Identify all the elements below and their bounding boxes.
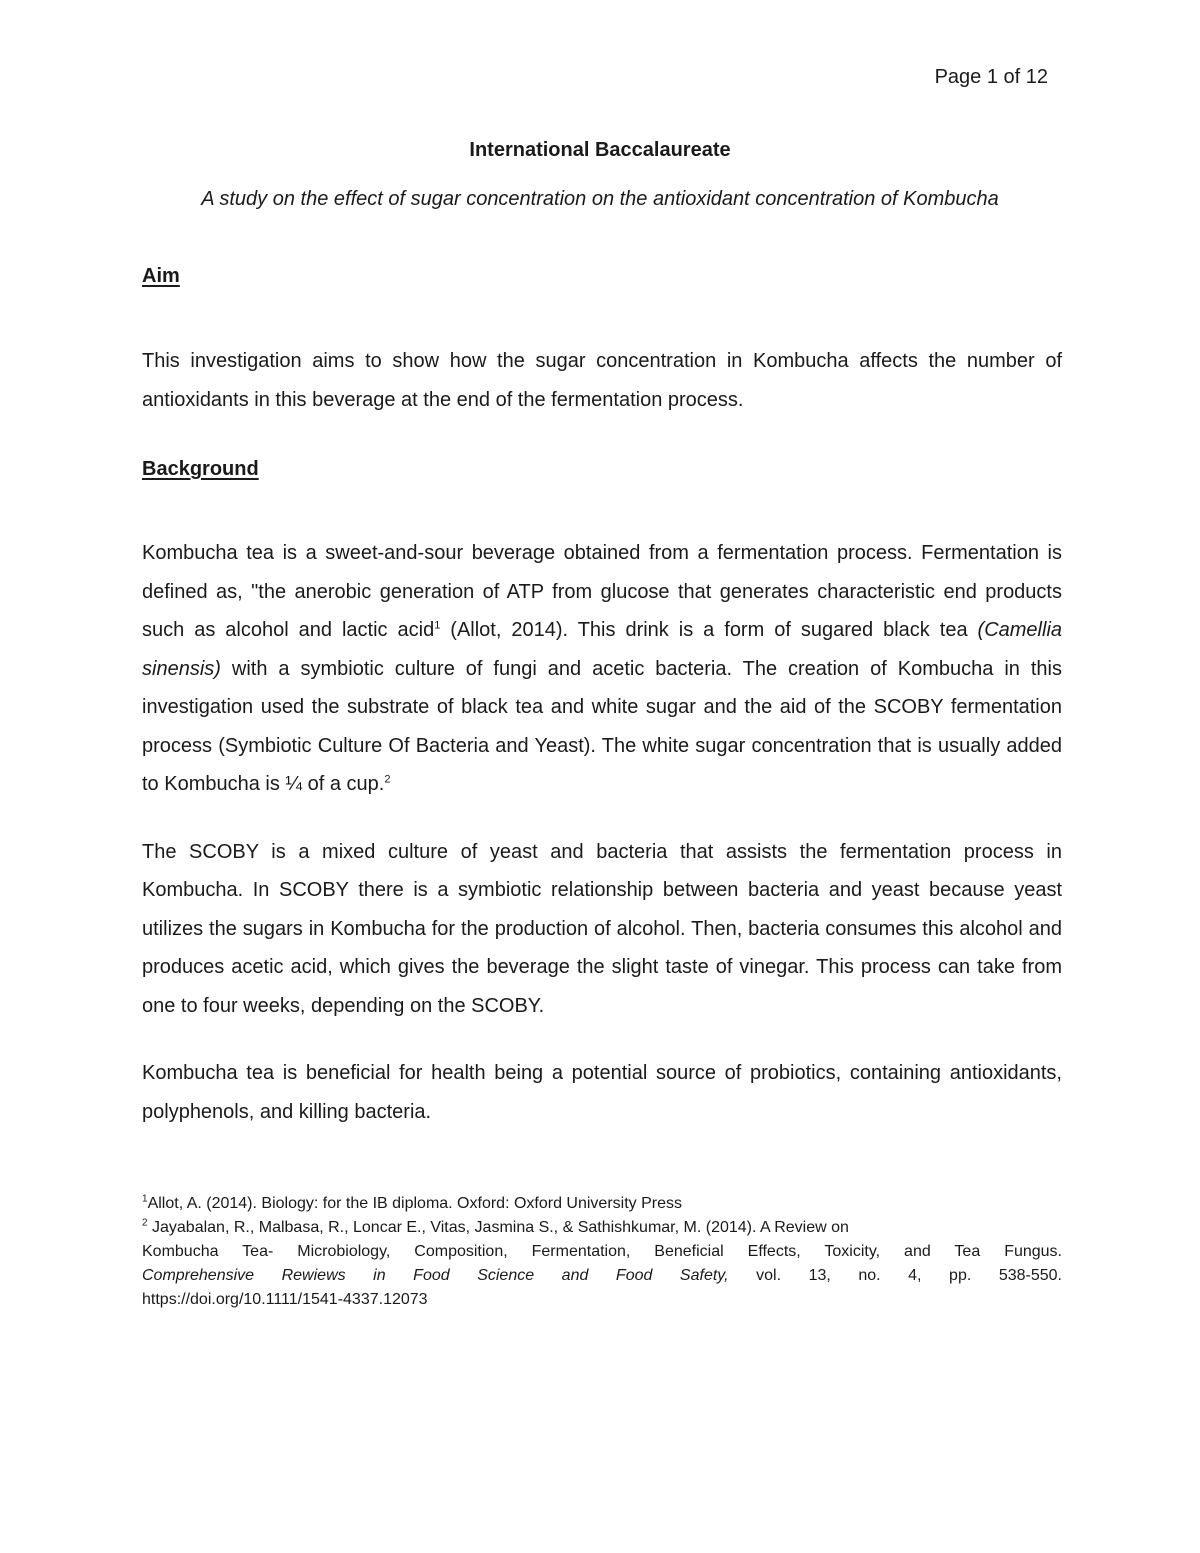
footnote-2-line-3 (142, 1264, 1062, 1288)
document-subtitle: A study on the effect of sugar concentration on the antioxidant concentration of Kombucha (201, 188, 999, 210)
footnote-1 (142, 1192, 1062, 1216)
footnote-2-journal: Comprehensive Rewiews in Food Science and Food Safety, (142, 1267, 729, 1284)
footnote-ref-1: 1 (434, 619, 441, 632)
footnote-2-line-2: Kombucha Tea- Microbiology, Composition, Fermentation, Beneficial Effects, Toxicity, and Tea Fungus. (142, 1243, 1062, 1260)
footnote-ref-2: 2 (384, 773, 391, 786)
background-paragraph-1 (142, 534, 1062, 804)
background-p1-part-b: (Allot, 2014). This drink is a form of sugared black tea (440, 619, 978, 641)
footnote-2-details: vol. 13, no. 4, pp. 538-550. (728, 1267, 1063, 1284)
background-section (142, 455, 1062, 1131)
background-paragraph-3: Kombucha tea is beneficial for health being a potential source of probiotics, containing antioxidants, polyphenols, and killing bacteria. (142, 1062, 1062, 1123)
background-paragraph-2: The SCOBY is a mixed culture of yeast and bacteria that assists the fermentation process in Kombucha. In SCOBY there is a symbiotic relationship between bacteria and yeast because yeast utilizes the sugars in Kombucha for the production of alcohol. Then, bacteria consumes this alcohol and produces acetic acid, which gives the beverage the slight taste of vinegar. This process can take from one to four weeks, depending on the SCOBY. (142, 840, 1062, 1017)
background-p1-part-a: Kombucha tea is a sweet-and-sour beverage obtained from a fermentation process. Fermentation is defined as, "the anerobic generation of ATP from glucose that generates characteristic end products such as alcohol and lactic acid (142, 542, 1062, 641)
footnote-2-line-1 (142, 1216, 1062, 1240)
aim-paragraph: This investigation aims to show how the sugar concentration in Kombucha affects the number of antioxidants in this beverage at the end of the fermentation process. (142, 350, 1062, 411)
document-title: International Baccalaureate (469, 139, 731, 161)
footnote-2-doi-link[interactable]: https://doi.org/10.1111/1541-4337.12073 (142, 1291, 428, 1308)
aim-heading: Aim (142, 265, 180, 287)
page-number: Page 1 of 12 (934, 66, 1048, 88)
footnotes (142, 1192, 1062, 1312)
aim-section (142, 262, 1062, 419)
document-header (0, 136, 1200, 220)
footnote-1-marker: 1 (142, 1193, 148, 1205)
species-name: (Camellia sinensis) (142, 619, 1063, 680)
background-heading: Background (142, 458, 259, 480)
footnote-1-text: Allot, A. (2014). Biology: for the IB diploma. Oxford: Oxford University Press (147, 1195, 682, 1212)
footnote-2-marker: 2 (142, 1217, 148, 1229)
footnote-2-authors: Jayabalan, R., Malbasa, R., Loncar E., Vitas, Jasmina S., & Sathishkumar, M. (2014). A Review on (147, 1219, 849, 1236)
background-p1-part-c: with a symbiotic culture of fungi and acetic bacteria. The creation of Kombucha in this investigation used the substrate of black tea and white sugar and the aid of the SCOBY fermentation process (Symbiotic Culture Of Bacteria and Yeast). The white sugar concentration that is usually added to Kombucha is ¼ of a cup. (142, 657, 1062, 795)
